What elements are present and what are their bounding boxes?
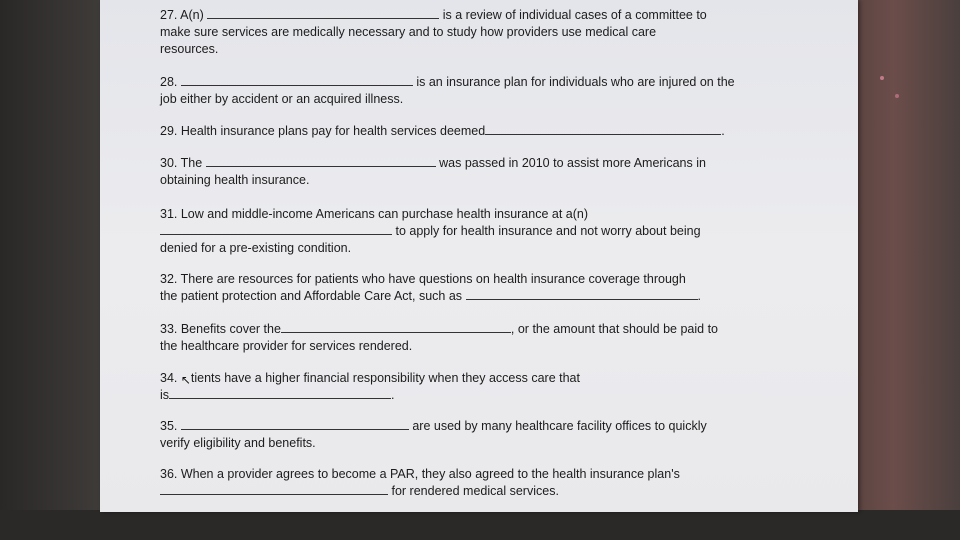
question-34: [160, 370, 810, 404]
background-left: [0, 0, 100, 540]
question-text: .: [391, 388, 395, 402]
question-35: [160, 418, 810, 452]
answer-blank[interactable]: [169, 387, 391, 399]
question-text: was passed in 2010 to assist more Americans in: [439, 156, 706, 170]
question-29: [160, 123, 810, 140]
answer-blank[interactable]: [281, 321, 511, 333]
question-text: is a review of individual cases of a committee to: [442, 8, 707, 22]
answer-blank[interactable]: [206, 155, 436, 167]
question-text: tients have a higher financial responsibility when they access care that: [190, 371, 580, 385]
question-text: , or the amount that should be paid to: [510, 322, 718, 336]
question-text: 32. There are resources for patients who have questions on health insurance coverage through: [160, 272, 686, 286]
background-speck: [895, 94, 899, 98]
question-28: [160, 74, 810, 108]
question-text: 33. Benefits cover the: [160, 322, 281, 336]
mouse-cursor-icon: ↖: [180, 373, 191, 387]
question-text: job either by accident or an acquired illness.: [160, 92, 404, 106]
answer-blank[interactable]: [466, 288, 698, 300]
question-text: is: [160, 388, 170, 402]
question-27: [160, 7, 810, 58]
question-text: for rendered medical services.: [391, 484, 559, 498]
question-text: verify eligibility and benefits.: [160, 436, 316, 450]
answer-blank[interactable]: [181, 418, 409, 430]
question-31: [160, 206, 810, 257]
question-text: 29. Health insurance plans pay for health services deemed: [160, 124, 486, 138]
question-text: the healthcare provider for services rendered.: [160, 339, 413, 353]
question-text: .: [697, 289, 702, 303]
background-speck: [880, 76, 884, 80]
question-text: make sure services are medically necessary and to study how providers use medical care: [160, 25, 657, 39]
answer-blank[interactable]: [485, 123, 721, 135]
question-text: 30. The: [160, 156, 203, 170]
question-text: resources.: [160, 42, 219, 56]
question-text: 27. A(n): [160, 8, 204, 22]
answer-blank[interactable]: [181, 74, 413, 86]
question-text: is an insurance plan for individuals who are injured on the: [416, 75, 735, 89]
background-right: [850, 0, 960, 540]
question-32: [160, 271, 810, 305]
question-text: obtaining health insurance.: [160, 173, 310, 187]
question-text: to apply for health insurance and not worry about being: [395, 224, 701, 238]
question-36: [160, 466, 810, 500]
background-bottom: [0, 510, 960, 540]
question-text: 31. Low and middle-income Americans can purchase health insurance at a(n): [160, 207, 589, 221]
question-text: 28.: [160, 75, 178, 89]
question-text: 36. When a provider agrees to become a PAR, they also agreed to the health insurance plan's: [160, 467, 680, 481]
question-text: the patient protection and Affordable Care Act, such as: [160, 289, 463, 303]
question-text: .: [721, 124, 725, 138]
answer-blank[interactable]: [160, 223, 392, 235]
question-text: are used by many healthcare facility offices to quickly: [412, 419, 707, 433]
worksheet-page: [100, 0, 858, 512]
answer-blank[interactable]: [160, 483, 388, 495]
question-33: [160, 321, 810, 355]
question-text: denied for a pre-existing condition.: [160, 241, 352, 255]
answer-blank[interactable]: [207, 7, 439, 19]
question-30: [160, 155, 810, 189]
question-text: 35.: [160, 419, 178, 433]
question-text: 34.: [160, 371, 178, 385]
